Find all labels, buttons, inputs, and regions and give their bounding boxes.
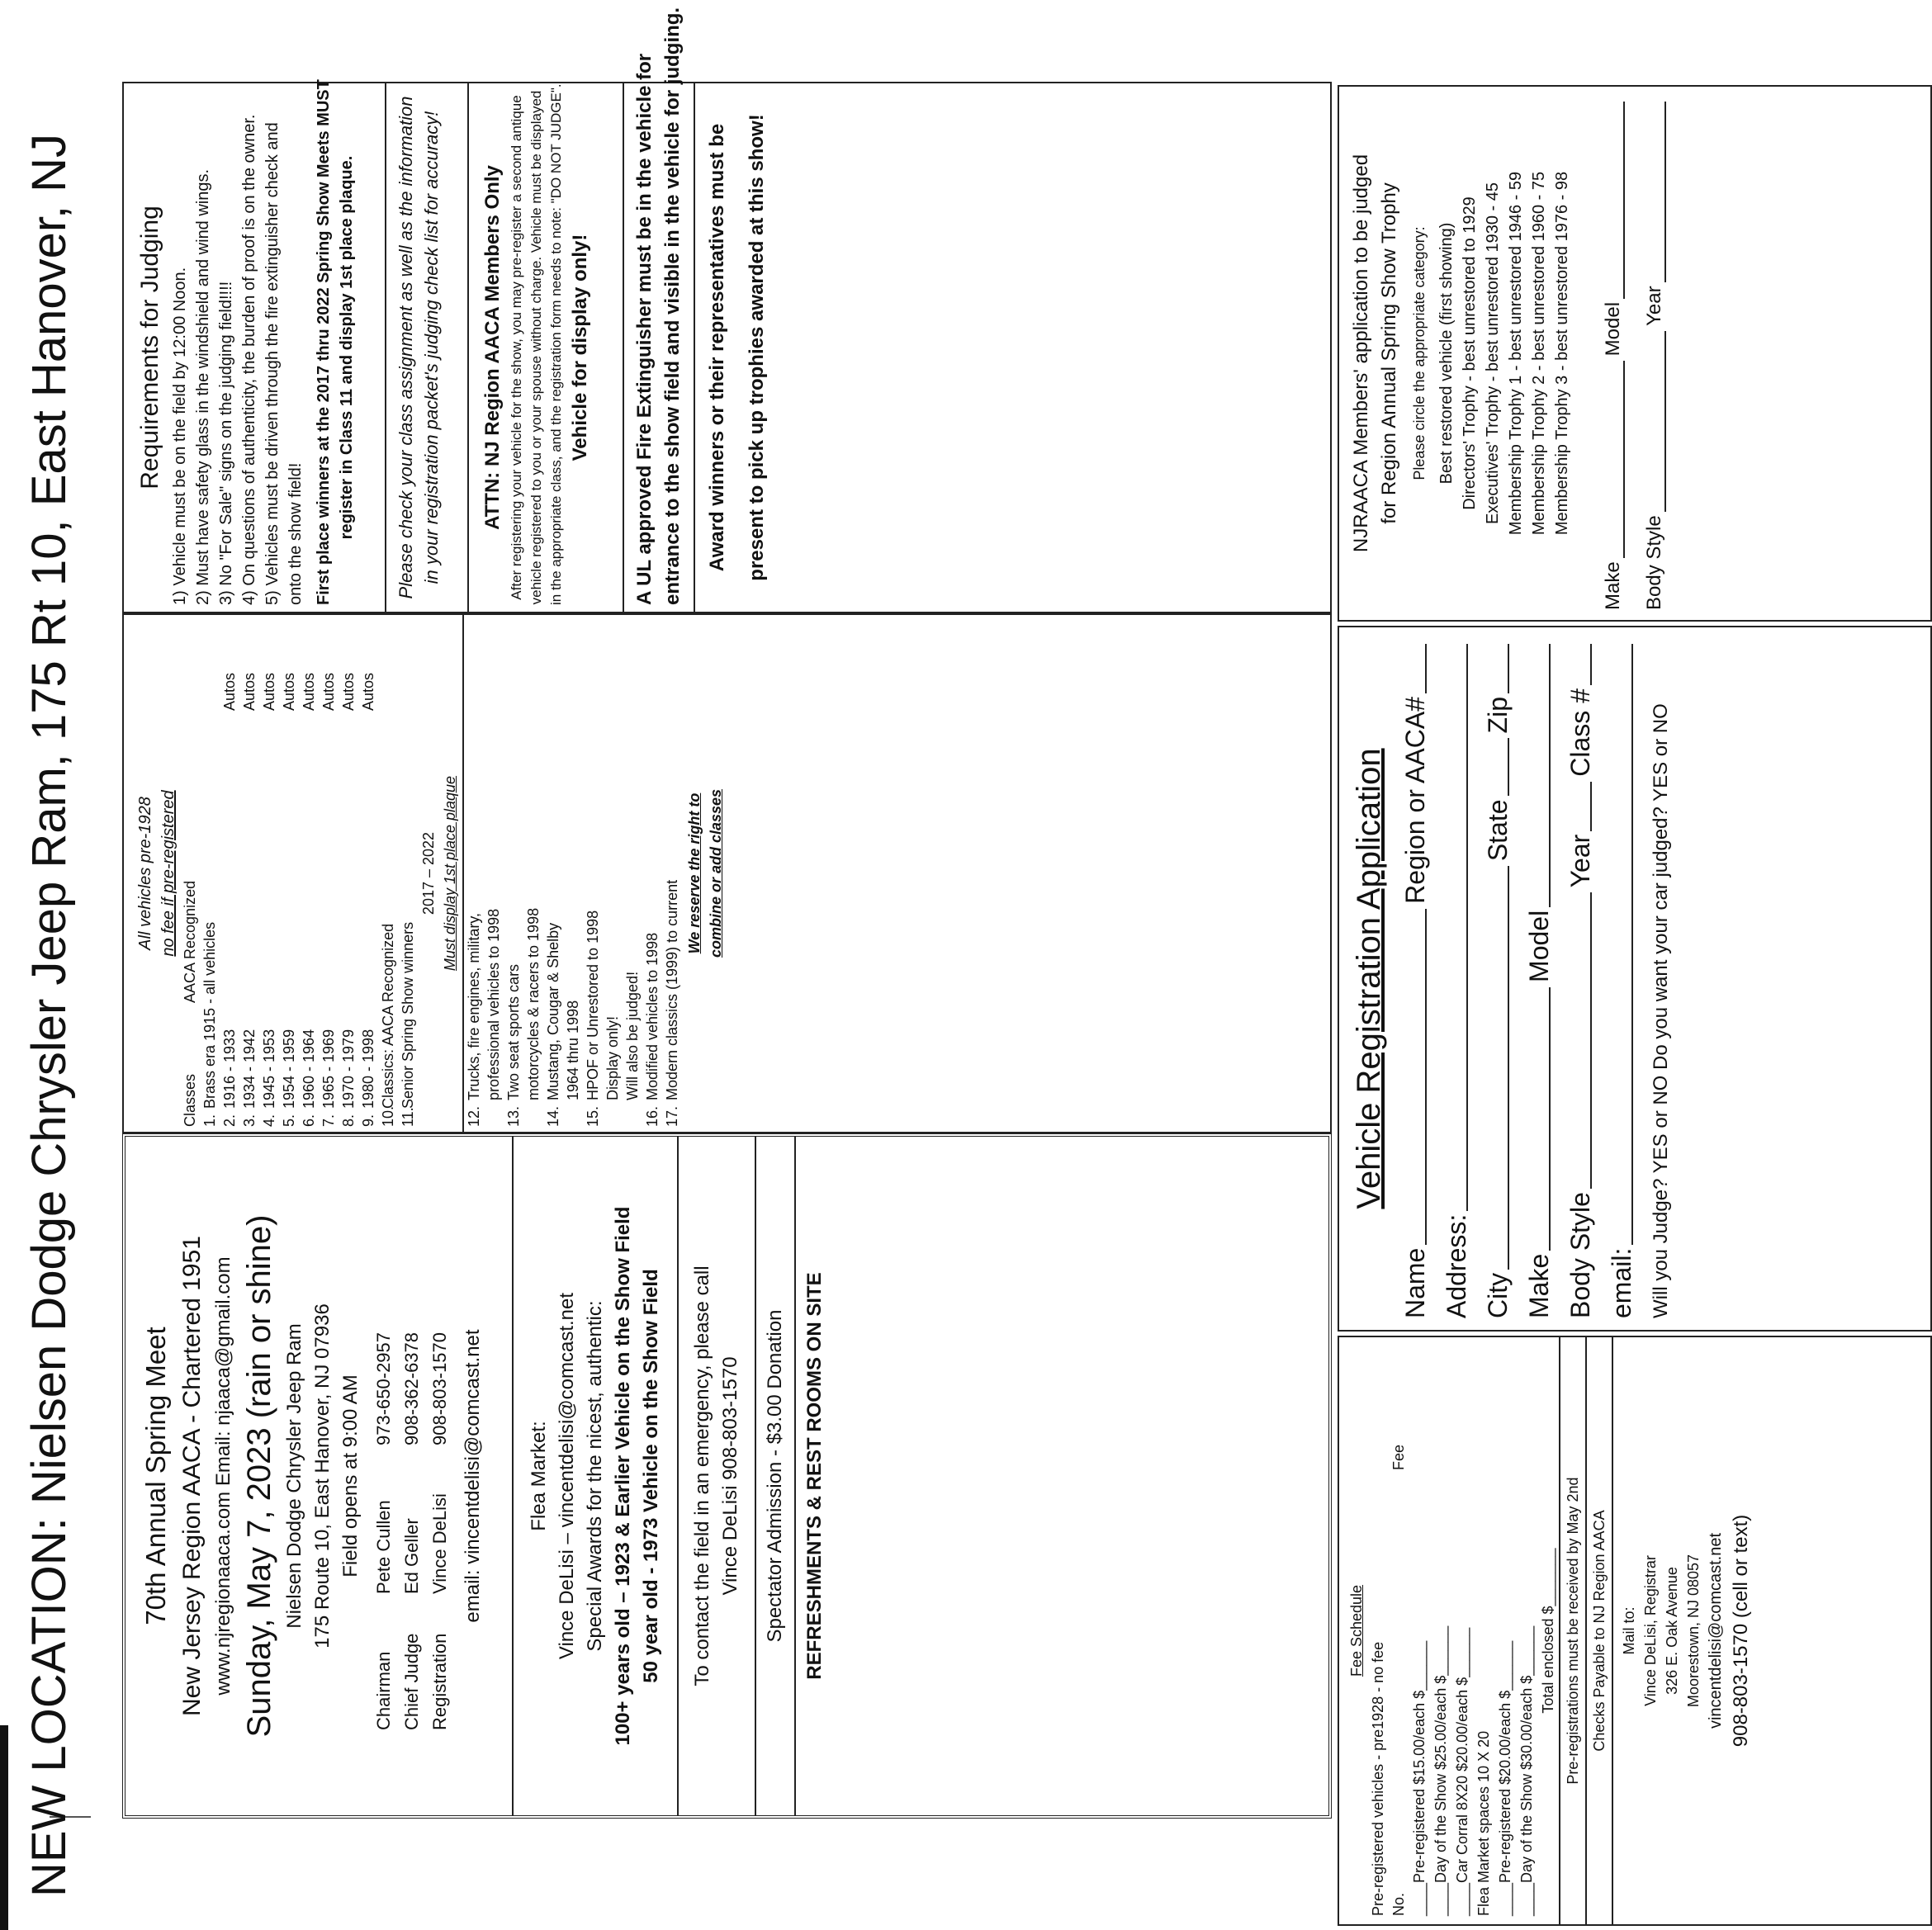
class-type [200, 620, 220, 711]
requirement-item: 3) No "For Sale" signs on the judging field!!!! [217, 281, 235, 605]
class-number: 1. [201, 1114, 218, 1127]
class-text: Modern classics (1999) to current [664, 879, 680, 1100]
trophy-year-field[interactable] [1664, 102, 1666, 282]
registration-title: Vehicle Registration Application [1351, 748, 1387, 1209]
check-class-note-1: Please check your class assignment as well as the information [395, 96, 416, 599]
class-text: Two seat sports cars [505, 963, 522, 1100]
class-number: 17. [664, 1105, 680, 1127]
trophy-make-row [1595, 97, 1631, 610]
class-type [378, 620, 398, 711]
staff-name: Pete Cullen [373, 1500, 394, 1594]
class-row [543, 615, 583, 1132]
staff-name: Vince DeLisi [429, 1493, 450, 1594]
email-row [1603, 639, 1640, 1318]
name-field[interactable] [1425, 909, 1427, 1245]
make-label: Make [1524, 1253, 1554, 1318]
mail-line: Vince DeLisi, Registrar [1642, 1555, 1659, 1706]
year-field[interactable] [1590, 782, 1592, 831]
class-text: Modified vehicles to 1998 [644, 932, 661, 1100]
staff-name: Ed Geller [401, 1518, 422, 1594]
venue-address: 175 Route 10, East Hanover, NJ 07936 [311, 1303, 334, 1649]
staff-row [426, 1143, 454, 1809]
class-number: 8. [340, 1114, 357, 1127]
region-field[interactable] [1425, 644, 1427, 693]
class-type [398, 620, 418, 711]
registration-application-box [1338, 626, 1932, 1332]
fee-item: ____Pre-registered $20.00/each $______ [1497, 1640, 1513, 1916]
trophy-title-1: NJRAACA Members' application to be judged [1350, 154, 1372, 553]
check-class-note-2: in your registration packet's judging check list for accuracy! [421, 111, 442, 584]
fee-total: Total enclosed $_______ [1540, 1548, 1556, 1714]
class-number: 4. [261, 1114, 277, 1127]
make-field[interactable] [1549, 987, 1551, 1251]
class-row [319, 615, 339, 1132]
requirement-item: 1) Vehicle must be on the field by 12:00 Noon. [171, 267, 189, 605]
class-type: Autos [301, 672, 317, 711]
reserve-right-2: combine or add classes [708, 788, 724, 958]
first-place-note-1: First place winners at the 2017 thru 2022 Spring Show Meets MUST [315, 79, 333, 605]
trophy-make-field[interactable] [1623, 361, 1625, 558]
class-number [623, 1100, 642, 1127]
class-years: 1954 - 1959 [281, 1029, 297, 1109]
trophy-application-box [1338, 85, 1932, 622]
club-name: New Jersey Region AACA - Chartered 1951 [178, 1236, 206, 1716]
award-winners-2: present to pick up trophies awarded at this show! [746, 114, 768, 581]
class-field[interactable] [1590, 644, 1592, 685]
class-years: 1970 - 1979 [340, 1029, 357, 1109]
classes-header-1: All vehicles pre-1928 [136, 797, 154, 950]
name-label: Name [1400, 1247, 1430, 1318]
class-number: 13. [505, 1105, 522, 1127]
class-row [299, 615, 319, 1132]
class-number: 12. [466, 1105, 482, 1127]
judge-question: Will you Judge? YES or NO Do you want your car judged? YES or NO [1650, 703, 1672, 1318]
trophy-category[interactable]: Executives' Trophy - best unrestored 1930 - 45 [1484, 182, 1502, 525]
class-row [464, 615, 504, 1132]
requirement-item: 4) On questions of authenticity, the burden of proof is on the owner. [240, 114, 258, 605]
fee-deadline: Pre-registrations must be received by May 2nd [1565, 1477, 1581, 1785]
make-row [1521, 639, 1557, 1318]
address-field[interactable] [1466, 644, 1468, 1211]
class-row [662, 615, 682, 1132]
fee-payable: Checks Payable to NJ Region AACA [1591, 1510, 1608, 1752]
staff-phone: 908-803-1570 [429, 1332, 450, 1445]
emergency-phone: Vince DeLisi 908-803-1570 [719, 1356, 741, 1596]
attn-body: in the appropriate class, and the registration form needs to note: "DO NOT JUDGE". [548, 83, 564, 605]
class-text: HPOF or Unrestored to 1998 [585, 910, 601, 1100]
classes-col-aaca: AACA Recognized [182, 880, 198, 1003]
class-type: Autos [320, 672, 337, 711]
registration-email: email: vincentdelisi@comcast.net [462, 1329, 484, 1623]
requirement-item: 5) Vehicles must be driven through the fire extinguisher check and [263, 122, 282, 605]
class-years: 1934 - 1942 [241, 1029, 258, 1109]
city-field[interactable] [1508, 866, 1509, 1270]
class-number: 10. [380, 1105, 396, 1127]
model-field[interactable] [1549, 644, 1551, 907]
club-web: www.njregionaaca.com Email: njaaca@gmail.com [212, 1256, 234, 1696]
class-text-2: 1964 thru 1998 [565, 1000, 581, 1100]
class-row [200, 615, 220, 1132]
class-text: Mustang, Cougar & Shelby [545, 922, 561, 1100]
spectator-admission: Spectator Admission - $3.00 Donation [764, 1309, 786, 1643]
year-label: Year [1565, 834, 1595, 888]
mail-to: Mail to: [1621, 1606, 1637, 1655]
class-type: Autos [281, 672, 297, 711]
fee-item: Flea Market spaces 10 X 20 [1475, 1730, 1492, 1916]
trophy-category[interactable]: Directors' Trophy - best unrestored to 1929 [1461, 196, 1479, 510]
class-row [220, 615, 239, 1132]
class-row [642, 615, 662, 1132]
staff-role: Registration [429, 1633, 450, 1730]
award-winners-1: Award winners or their representatives must be [706, 123, 728, 572]
class-number: 16. [644, 1105, 661, 1127]
trophy-make-label: Make [1602, 561, 1624, 610]
venue-name: Nielsen Dodge Chrysler Jeep Ram [283, 1323, 305, 1629]
first-place-note-2: register in Class 11 and display 1st place plaque. [338, 155, 356, 540]
staff-row [398, 1143, 426, 1809]
staff-role: Chief Judge [401, 1633, 422, 1730]
class-number: 3. [241, 1114, 258, 1127]
class-row [378, 615, 398, 1132]
zip-field[interactable] [1508, 644, 1509, 693]
class-text-2: professional vehicles to 1998 [485, 908, 502, 1100]
trophy-category[interactable]: Best restored vehicle (first showing) [1437, 222, 1456, 485]
email-label: email: [1607, 1247, 1636, 1318]
city-label: City [1483, 1272, 1513, 1318]
trophy-body-label: Body Style [1643, 515, 1665, 610]
email-field[interactable] [1631, 644, 1633, 1245]
attn-members: ATTN: NJ Region AACA Members Only [481, 165, 504, 530]
trophy-body-field[interactable] [1664, 331, 1666, 512]
flea-contact: Vince DeLisi – vincentdelisi@comcast.net [556, 1292, 578, 1660]
flea-title: Flea Market: [528, 1421, 550, 1531]
class-years: 1965 - 1969 [320, 1029, 337, 1109]
fee-schedule-box [1338, 1336, 1932, 1926]
class-text: Will also be judged! [624, 971, 641, 1100]
class-years: Classics: AACA Recognized [380, 923, 396, 1109]
fee-col-fee: Fee [1390, 1445, 1407, 1471]
trophy-year-label: Year [1643, 286, 1665, 326]
classes-header-2: no fee if pre-registered [159, 790, 178, 957]
fee-item: ____Pre-registered $15.00/each $______ [1411, 1640, 1428, 1916]
city-row [1480, 639, 1516, 1318]
fee-col-no: No. [1390, 1892, 1407, 1916]
class-number: 7. [320, 1114, 337, 1127]
class-years: Brass era 1915 - all vehicles [201, 921, 218, 1109]
must-display: Must display 1st place plaque [442, 775, 458, 972]
classes-box [122, 613, 1332, 1133]
body-row [1562, 639, 1598, 1318]
class-number: 9. [360, 1114, 376, 1127]
class-years: 1980 - 1998 [360, 1029, 376, 1109]
state-label: State [1483, 799, 1513, 862]
fire-extinguisher-1: A UL approved Fire Extinguisher must be in the vehicle for [633, 53, 656, 605]
class-text: Trucks, fire engines, military, [466, 912, 482, 1100]
mail-phone: 908-803-1570 (cell or text) [1730, 1514, 1752, 1748]
classes-list [200, 615, 418, 1132]
zip-label: Zip [1483, 697, 1513, 734]
attn-body: After registering your vehicle for the show, you may pre-register a second antique [509, 95, 524, 600]
class-row [398, 615, 418, 1132]
classes-col-label: Classes [182, 1073, 198, 1127]
class-type: Autos [241, 672, 258, 711]
region-label: Region or AACA# [1400, 697, 1430, 904]
award-50-years: 50 year old - 1973 Vehicle on the Show Field [640, 1269, 662, 1683]
class-row [504, 615, 543, 1132]
class-number: 6. [301, 1114, 317, 1127]
staff-row [370, 1143, 398, 1809]
requirement-item: onto the show field! [286, 462, 305, 605]
class-number: 5. [281, 1114, 297, 1127]
class-type: Autos [221, 672, 238, 711]
staff-phone: 973-650-2957 [373, 1332, 394, 1445]
emergency-contact: To contact the field in an emergency, please call [691, 1265, 713, 1686]
class-row [583, 615, 623, 1132]
class-type: Autos [340, 672, 357, 711]
requirements-box [122, 7, 1332, 613]
class-type: Autos [261, 672, 277, 711]
class-text-2: motorcycles & racers to 1998 [525, 907, 542, 1100]
fire-extinguisher-2: entrance to the show field and visible in the vehicle for judging. [661, 7, 684, 605]
class-years: Senior Spring Show winners [400, 921, 416, 1109]
trophy-circle-note: Please circle the appropriate category: [1411, 226, 1428, 480]
page-title: NEW LOCATION: Nielsen Dodge Chrysler Jeep Ram, 175 Rt 10, East Hanover, NJ [22, 133, 76, 1897]
fee-line-pre1928: Pre-registered vehicles - pre1928 - no fee [1370, 1641, 1386, 1916]
trophy-category[interactable]: Membership Trophy 2 - best unrestored 1960 - 75 [1530, 171, 1548, 536]
class-row [239, 615, 259, 1132]
requirements-title: Requirements for Judging [136, 206, 163, 490]
senior-years: 2017 – 2022 [420, 831, 437, 915]
trophy-category[interactable]: Membership Trophy 3 - best unrestored 1976 - 98 [1553, 171, 1571, 536]
award-100-years: 100+ years old – 1923 & Earlier Vehicle on the Show Field [612, 1206, 634, 1746]
staff-phone: 908-362-6378 [401, 1332, 422, 1445]
attn-body: vehicle registered to you or your spouse without charge. Vehicle must be displayed [528, 90, 544, 605]
class-text-2: Display only! [604, 1015, 621, 1100]
class-years: 1916 - 1933 [221, 1029, 238, 1109]
class-row [358, 615, 378, 1132]
display-only: Vehicle for display only! [569, 234, 591, 461]
class-row [339, 615, 358, 1132]
class-type: Autos [360, 672, 376, 711]
trophy-title-2: for Region Annual Spring Show Trophy [1378, 182, 1400, 524]
fee-item: ____Day of the Show $30.00/each $______ [1518, 1625, 1535, 1916]
special-awards: Special Awards for the nicest, authentic: [584, 1300, 606, 1652]
class-number: 15. [585, 1105, 601, 1127]
trophy-body-row [1636, 97, 1673, 610]
staff-role: Chairman [373, 1651, 394, 1730]
meet-info-box [122, 1133, 1332, 1819]
reserve-right-1: We reserve the right to [686, 792, 703, 954]
fee-title: Fee Schedule [1348, 1584, 1365, 1677]
refreshments: REFRESHMENTS & REST ROOMS ON SITE [803, 1272, 826, 1680]
class-number: 14. [545, 1105, 561, 1127]
class-label: Class # [1565, 688, 1595, 777]
classes-list-2 [464, 615, 682, 1132]
model-label: Model [1524, 910, 1554, 982]
mail-email: vincentdelisi@comcast.net [1707, 1532, 1725, 1729]
class-row [279, 615, 299, 1132]
state-field[interactable] [1508, 738, 1509, 796]
class-years: 1945 - 1953 [261, 1029, 277, 1109]
trophy-category[interactable]: Membership Trophy 1 - best unrestored 1946 - 59 [1507, 171, 1525, 536]
body-style-label: Body Style [1565, 1192, 1595, 1318]
class-years: 1960 - 1964 [301, 1029, 317, 1109]
body-style-field[interactable] [1590, 892, 1592, 1189]
trophy-model-field[interactable] [1623, 102, 1625, 299]
address-row [1438, 639, 1475, 1318]
address-label: Address: [1442, 1213, 1471, 1318]
class-number: 11. [400, 1107, 416, 1127]
class-row [623, 615, 642, 1132]
field-opens: Field opens at 9:00 AM [339, 1374, 362, 1578]
fee-item: ____Day of the Show $25.00/each $______ [1432, 1625, 1449, 1916]
meet-date: Sunday, May 7, 2023 (rain or shine) [241, 1214, 277, 1738]
name-row [1397, 639, 1433, 1318]
class-number: 2. [221, 1114, 238, 1127]
meet-name: 70th Annual Spring Meet [140, 1327, 171, 1625]
mail-line: 326 E. Oak Avenue [1664, 1567, 1680, 1695]
class-row [259, 615, 279, 1132]
trophy-model-label: Model [1602, 301, 1624, 357]
mail-line: Moorestown, NJ 08057 [1685, 1554, 1702, 1708]
fee-item: ____Car Corral 8X20 $20.00/each $______ [1454, 1627, 1470, 1916]
requirement-item: 2) Must have safety glass in the windshield and wind wings. [194, 168, 212, 605]
